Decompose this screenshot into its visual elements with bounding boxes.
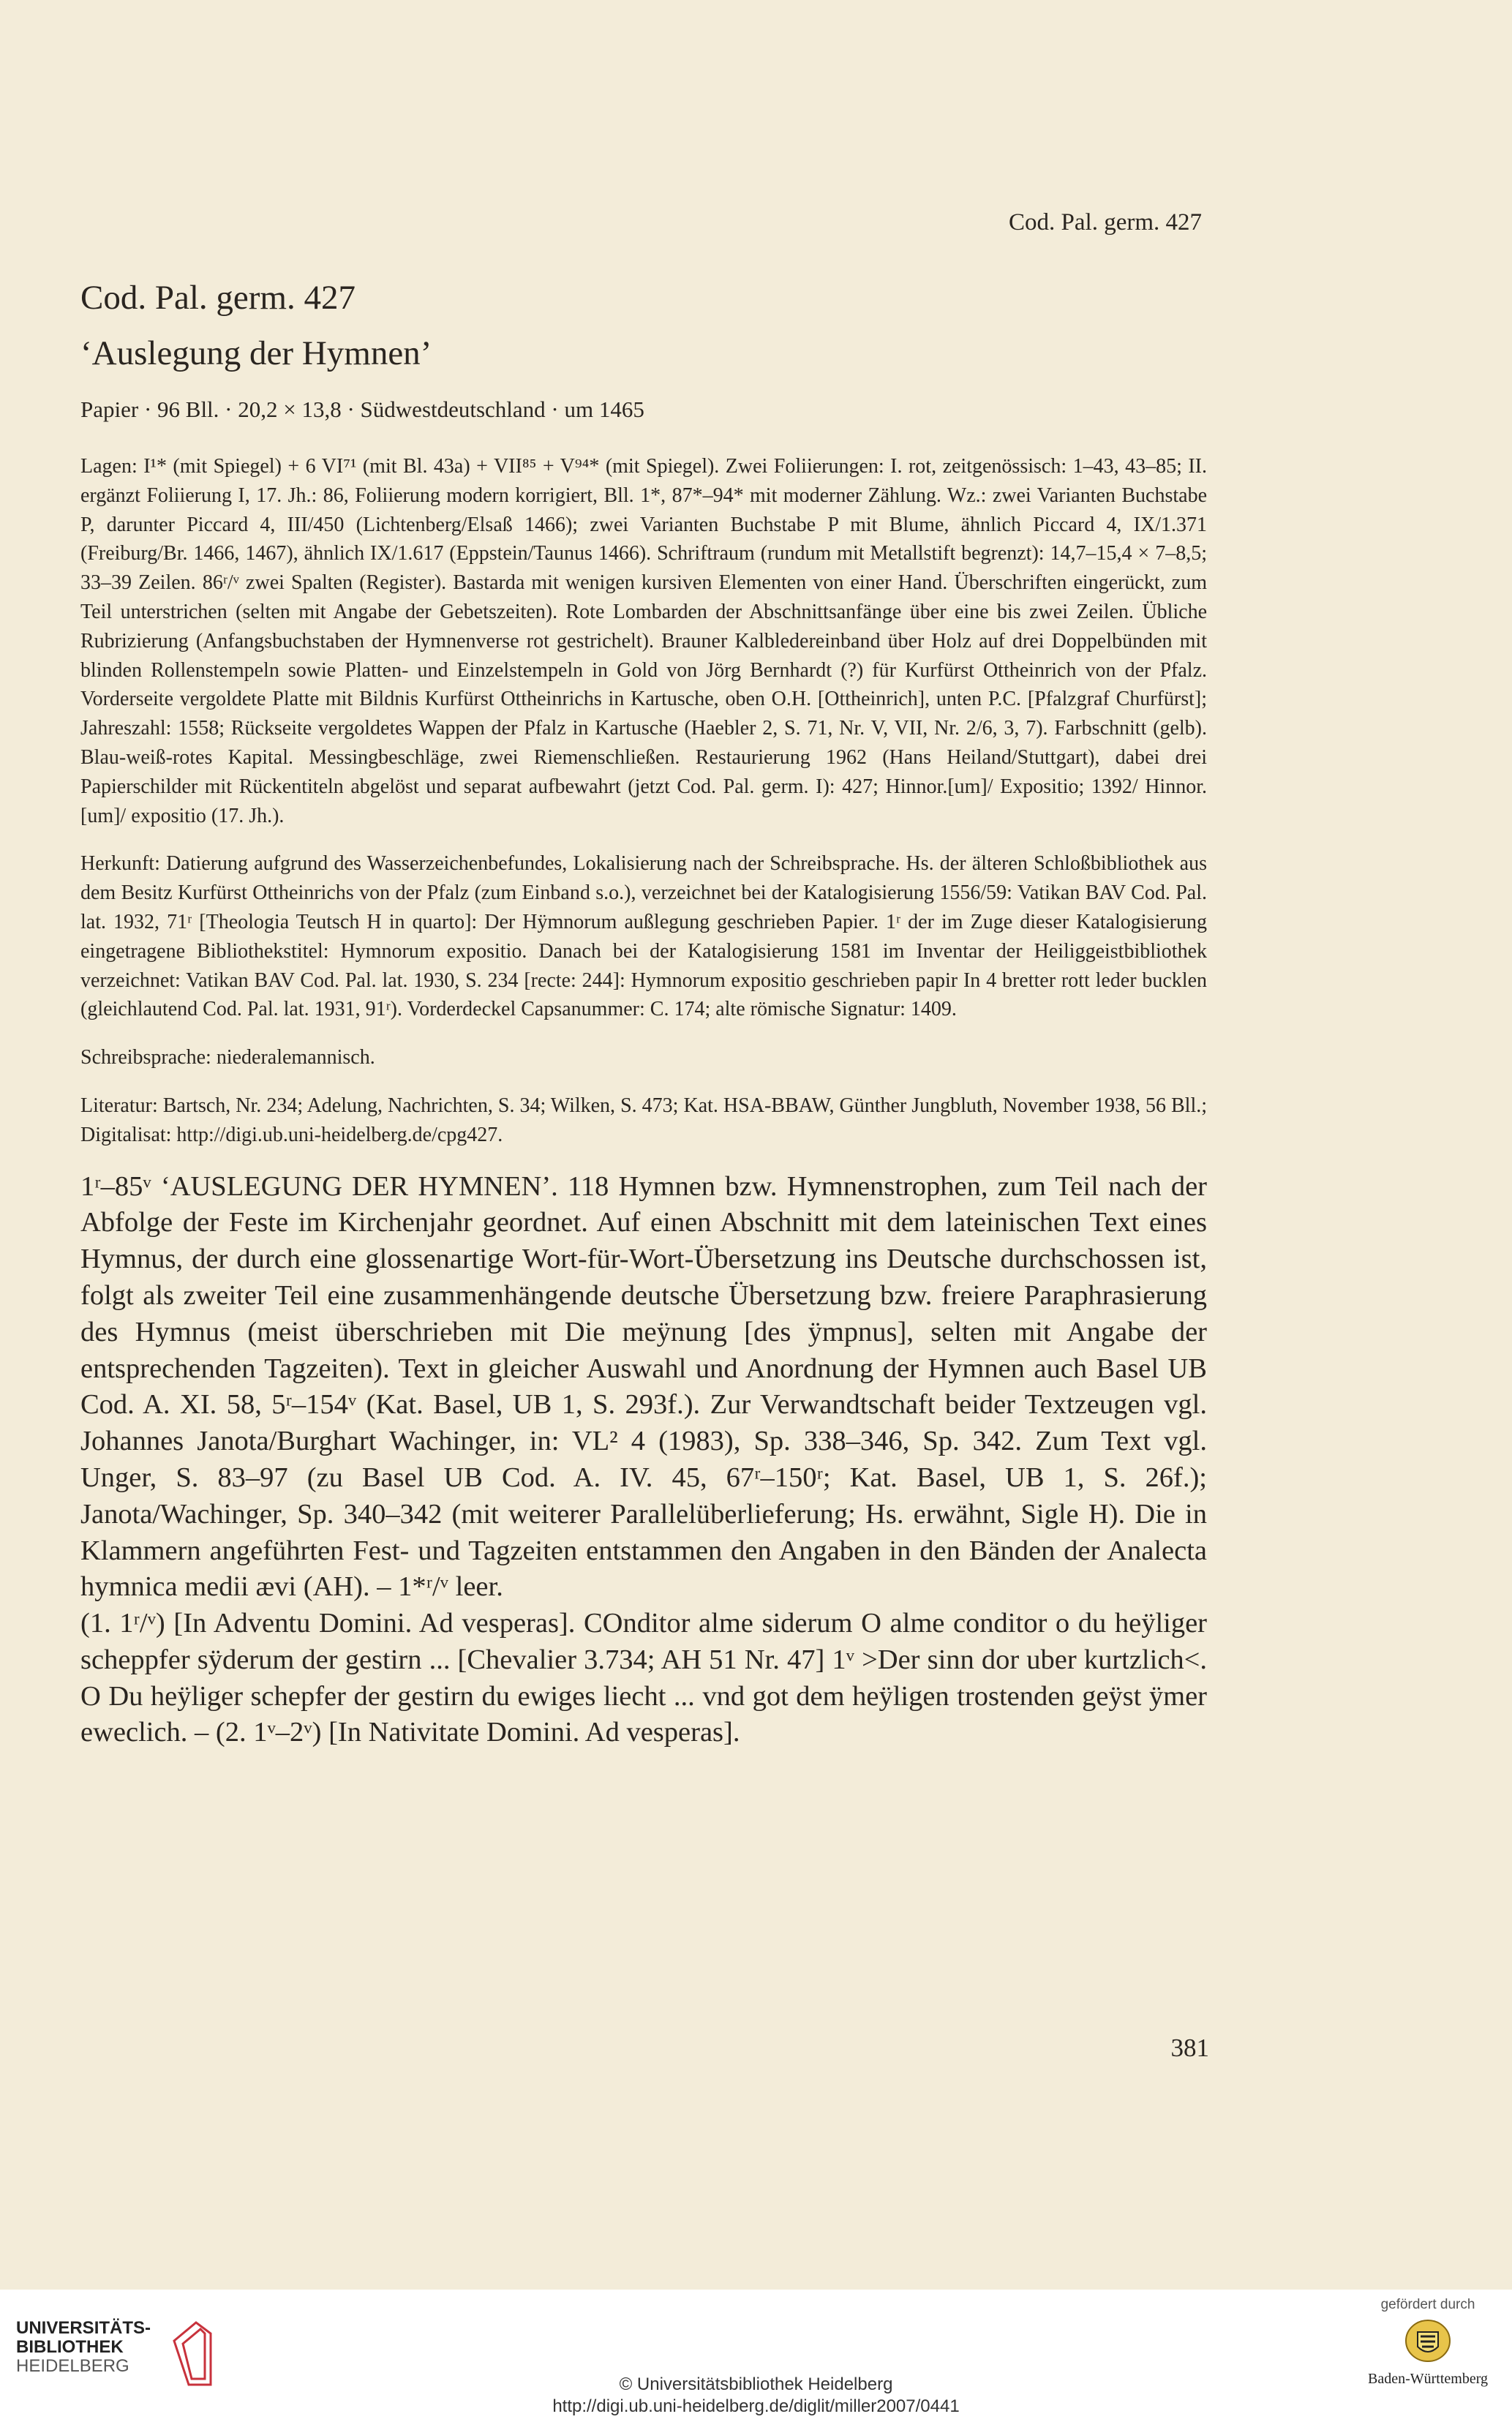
catalog-entry [80, 278, 1207, 1751]
state-crest-icon [1404, 2317, 1451, 2364]
work-title: ‘Auslegung der Hymnen’ [80, 334, 432, 372]
permalink[interactable]: http://digi.ub.uni-heidelberg.de/diglit/miller2007/0441 [552, 2396, 960, 2416]
hymn-entry: (1. 1ʳ/ᵛ) [In Adventu Domini. Ad vesperas]. COnditor alme siderum O alme conditor o du heÿliger scheppfer sÿderum der gestirn ... [Chevalier 3.734; AH 51 Nr. 47] 1ᵛ >Der sinn dor uber kurtzlich<. O Du heÿliger schepfer der gestirn du ewiges liecht ... vnd got dem heÿligen trostenden geÿst ÿmer eweclich. – (2. 1ᵛ–2ᵛ) [In Nativitate Domini. Ad vesperas]. [80, 1608, 1207, 1748]
funded-by-label: gefördert durch [1380, 2297, 1475, 2312]
dialect-paragraph: Schreibsprache: niederalemannisch. [80, 1046, 375, 1069]
funder-name: Baden-Württemberg [1367, 2371, 1488, 2387]
page-number: 381 [1170, 2034, 1209, 2062]
shelfmark-heading: Cod. Pal. germ. 427 [80, 279, 356, 317]
running-head: Cod. Pal. germ. 427 [1009, 209, 1202, 236]
funder-block [1358, 2297, 1497, 2388]
footer [0, 2290, 1512, 2422]
literature-paragraph: Literatur: Bartsch, Nr. 234; Adelung, Nachrichten, S. 34; Wilken, S. 473; Kat. HSA-BBAW, Günther Jungbluth, November 1938, 56 Bll.; Digitalisat: http://digi.ub.uni-heidelberg.de/cpg427. [80, 1094, 1207, 1146]
provenance-paragraph: Herkunft: Datierung aufgrund des Wasserzeichenbefundes, Lokalisierung nach der Schreibsprache. Hs. der älteren Schloßbibliothek aus dem Besitz Kurfürst Ottheinrichs von der Pfalz (zum Einband s.o.), verzeichnet bei der Katalogisierung 1556/59: Vatikan BAV Cod. Pal. lat. 1932, 71ʳ [Theologia Teutsch H in quarto]: Der Hÿmnorum außlegung geschrieben Papier. 1ʳ der im Zuge dieser Katalogisierung eingetragene Bibliothekstitel: Hymnorum expositio. Danach bei der Katalogisierung 1581 im Inventar der Heiliggeistbibliothek verzeichnet: Vatikan BAV Cod. Pal. lat. 1930, S. 234 [recte: 244]: Hymnorum expositio geschrieben papir In 4 bretter rott leder bucklen (gleichlautend Cod. Pal. lat. 1931, 91ʳ). Vorderdeckel Capsanummer: C. 174; alte römische Signatur: 1409. [80, 852, 1207, 1021]
library-name: UNIVERSITÄTS- BIBLIOTHEK HEIDELBERG [16, 2318, 151, 2376]
copyright-notice: © Universitätsbibliothek Heidelberg http://digi.ub.uni-heidelberg.de/diglit/miller2007/0441 [0, 2374, 1512, 2418]
physical-summary: Papier · 96 Bll. · 20,2 × 13,8 · Südwestdeutschland · um 1465 [80, 396, 644, 422]
codicological-description: Lagen: I¹* (mit Spiegel) + 6 VI⁷¹ (mit Bl. 43a) + VII⁸⁵ + V⁹⁴* (mit Spiegel). Zwei Foliierungen: I. rot, zeitgenössisch: 1–43, 43–85; II. ergänzt Foliierung I, 17. Jh.: 86, Foliierung modern korrigiert, Bll. 1*, 87*–94* mit moderner Zählung. Wz.: zwei Varianten Buchstabe P, darunter Piccard 4, III/450 (Lichtenberg/Elsaß 1466); zwei Varianten Buchstabe P mit Blume, ähnlich Piccard 4, IX/1.371 (Freiburg/Br. 1466, 1467), ähnlich IX/1.617 (Eppstein/Taunus 1466). Schriftraum (rundum mit Metallstift begrenzt): 14,7–15,4 × 7–8,5; 33–39 Zeilen. 86ʳ/ᵛ zwei Spalten (Register). Bastarda mit wenigen kursiven Elementen von einer Hand. Überschriften eingerückt, zum Teil unterstrichen (selten mit Angabe der Gebetszeiten). Rote Lombarden der Abschnittsanfänge über eine bis zwei Zeilen. Übliche Rubrizierung (Anfangsbuchstaben der Hymnenverse rot gestrichelt). Brauner Kalbledereinband über Holz auf drei Doppelbünden mit blinden Rollenstempeln sowie Platten- und Einzelstempeln in Gold von Jörg Bernhardt (?) für Kurfürst Ottheinrich von der Pfalz. Vorderseite vergoldete Platte mit Bildnis Kurfürst Ottheinrichs in Kartusche, oben O.H. [Ottheinrich], unten P.C. [Pfalzgraf Churfürst]; Jahreszahl: 1558; Rückseite vergoldetes Wappen der Pfalz in Kartusche (Haebler 2, S. 71, Nr. V, VII, Nr. 2/6, 3, 7). Farbschnitt (gelb). Blau-weiß-rotes Kapital. Messingbeschläge, zwei Riemenschließen. Restaurierung 1962 (Hans Heiland/Stuttgart), dabei drei Papierschilder mit Rückentiteln abgelöst und separat aufbewahrt (jetzt Cod. Pal. germ. I): 427; Hinnor.[um]/ Expositio; 1392/ Hinnor.[um]/ expositio (17. Jh.). [80, 455, 1207, 827]
contents-description: 1ʳ–85ᵛ ‘AUSLEGUNG DER HYMNEN’. 118 Hymnen bzw. Hymnenstrophen, zum Teil nach der Abfolge der Feste im Kirchenjahr geordnet. Auf einen Abschnitt mit dem lateinischen Text eines Hymnus, der durch eine glossenartige Wort-für-Wort-Übersetzung ins Deutsche durchschossen ist, folgt als zweiter Teil eine zusammenhängende deutsche Übersetzung bzw. freiere Paraphrasierung des Hymnus (meist überschrieben mit Die meÿnung [des ÿmpnus], selten mit Angabe der entsprechenden Tagzeiten). Text in gleicher Auswahl und Anordnung der Hymnen auch Basel UB Cod. A. XI. 58, 5ʳ–154ᵛ (Kat. Basel, UB 1, S. 293f.). Zur Verwandtschaft beider Textzeugen vgl. Johannes Janota/Burghart Wachinger, in: VL² 4 (1983), Sp. 338–346, Sp. 342. Zum Text vgl. Unger, S. 83–97 (zu Basel UB Cod. A. IV. 45, 67ʳ–150ʳ; Kat. Basel, UB 1, S. 26f.); Janota/Wachinger, Sp. 340–342 (mit weiterer Parallelüberlieferung; Hs. erwähnt, Sigle H). Die in Klammern angeführten Fest- und Tagzeiten entstammen den Angaben in den Bänden der Analecta hymnica medii ævi (AH). – 1*ʳ/ᵛ leer. [80, 1170, 1207, 1603]
